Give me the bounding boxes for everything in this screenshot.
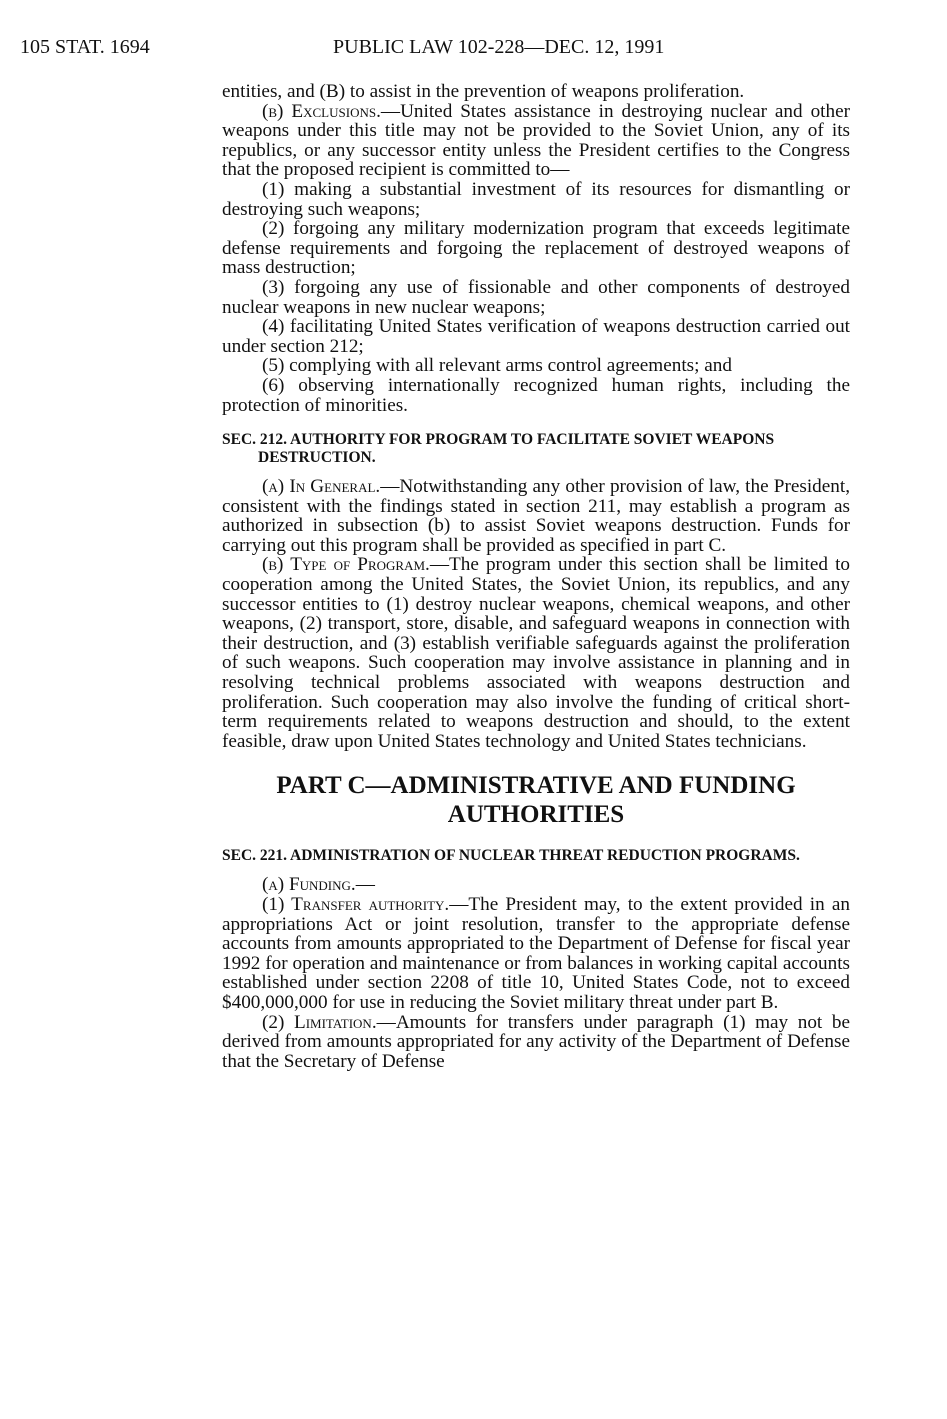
subsection-text: Notwithstanding any other provision of law, the President, consistent with the findings stated in section 211, may establish a program as authorized in subsection (b) to assist Soviet weapons destruction. Funds for carrying out this program shall be provided as specified in part C. <box>222 476 850 556</box>
part-c-heading <box>222 771 850 829</box>
subsection-label: (a) In General.— <box>262 476 400 498</box>
list-item: (4) facilitating United States verification of weapons destruction carried out under section 212; <box>222 316 850 357</box>
subsection-label: (b) Type of Program.— <box>262 554 450 576</box>
public-law-title: PUBLIC LAW 102-228—DEC. 12, 1991 <box>333 36 665 58</box>
section-212-heading: SEC. 212. AUTHORITY FOR PROGRAM TO FACILITATE SOVIET WEAPONS DESTRUCTION. <box>222 431 775 467</box>
subsection-label: (b) Exclusions.— <box>262 100 401 122</box>
list-item: (2) forgoing any military modernization program that exceeds legitimate defense requirements and forgoing the replacement of destroyed weapons of mass destruction; <box>222 218 850 279</box>
paragraph-text: Amounts for transfers under paragraph (1) may not be derived from amounts appropriated for any activity of the Department of Defense that the Secretary of Defense <box>222 1011 850 1072</box>
sec212-subsection-b <box>222 555 850 751</box>
section-221-heading: SEC. 221. ADMINISTRATION OF NUCLEAR THREAT REDUCTION PROGRAMS. <box>222 847 800 865</box>
list-item: (3) forgoing any use of fissionable and other components of destroyed nuclear weapons in new nuclear weapons; <box>222 276 850 318</box>
subsection-label: (a) Funding.— <box>262 874 375 896</box>
sec212-subsection-a <box>222 477 850 555</box>
page-header <box>20 36 720 66</box>
sec211-continuation: entities, and (B) to assist in the prevention of weapons proliferation. <box>222 81 745 102</box>
paragraph-label: (2) Limitation.— <box>262 1011 396 1033</box>
part-heading-line: AUTHORITIES <box>447 801 625 829</box>
list-item: (5) complying with all relevant arms control agreements; and <box>262 355 732 377</box>
paragraph-label: (1) Transfer authority.— <box>262 894 469 915</box>
part-heading-line: PART C—ADMINISTRATIVE AND FUNDING <box>276 772 796 800</box>
sec221-paragraph-1 <box>222 895 850 1013</box>
statute-page-number: 105 STAT. 1694 <box>20 36 150 58</box>
list-item: (6) observing internationally recognized human rights, including the protection of minorities. <box>222 374 850 416</box>
paragraph-text: The President may, to the extent provided in an appropriations Act or joint resolution, transfer to the appropriate defense accounts from amounts appropriated to the Department of Defense for fiscal year 1992 for operation and maintenance or from balances in working capital accounts established under section 2208 of title 10, United States Code, not to exceed $400,000,000 for use in reducing the Soviet military threat under part B. <box>222 894 850 1013</box>
sec221-paragraph-2 <box>222 1013 850 1072</box>
subsection-text: The program under this section shall be limited to cooperation among the United States, the Soviet Union, its republics, and any successor entities to (1) destroy nuclear weapons, chemical weapons, and other weapons, (2) transport, store, disable, and safeguard weapons in connection with their destruction, and (3) establish verifiable safeguards against the proliferation of such weapons. Such cooperation may involve assistance in planning and in resolving technical problems associated with weapons destruction and proliferation. Such cooperation may also involve the funding of critical short-term requirements related to weapons destruction and should, to the extent feasible, draw upon United States technology and United States technicians. <box>222 554 850 752</box>
sec221-subsection-a <box>222 875 850 895</box>
list-item: (1) making a substantial investment of its resources for dismantling or destroying such weapons; <box>222 178 850 220</box>
subsection-text: United States assistance in destroying nuclear and other weapons under this title may not be provided to the Soviet Union, any of its republics, or any successor entity unless the President certifies to the Congress that the proposed recipient is committed to— <box>222 100 850 181</box>
sec211-subsection-b <box>222 102 850 180</box>
document-body <box>222 82 850 1071</box>
